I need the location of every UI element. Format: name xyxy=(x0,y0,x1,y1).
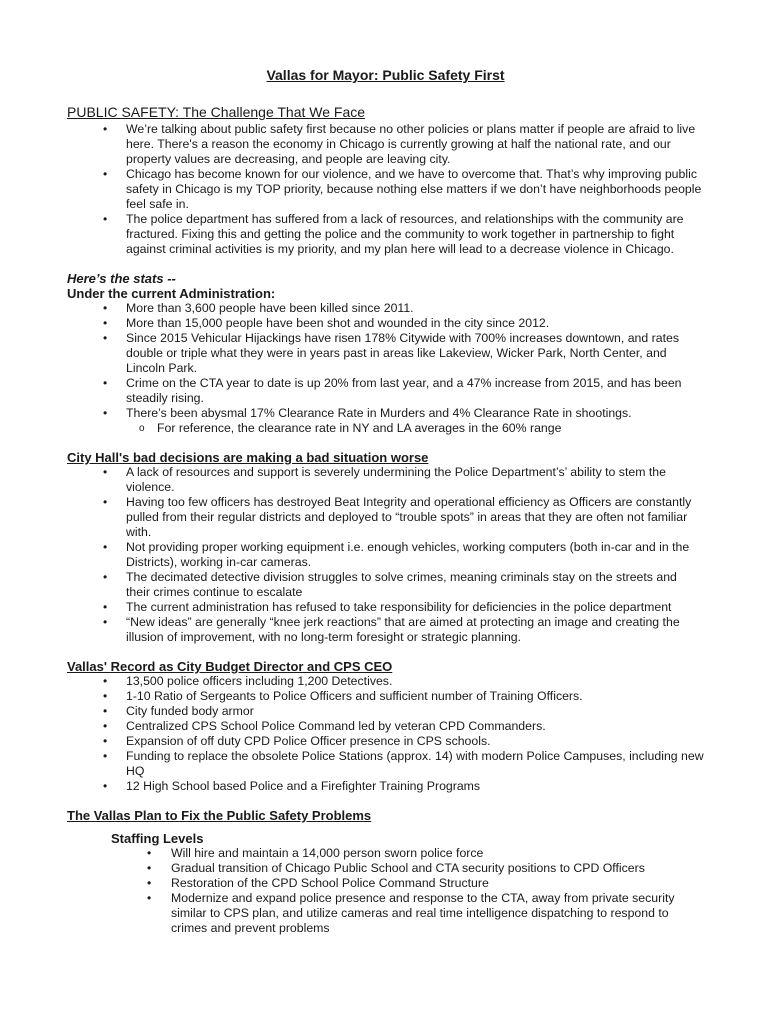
list-item: • More than 3,600 people have been killed since 2011. xyxy=(67,301,704,316)
list-item: • “New ideas” are generally “knee jerk reactions” that are aimed at protecting an image and creating the illusion of improvement, with no long-term foresight or strategic planning. xyxy=(67,615,704,645)
challenge-heading: PUBLIC SAFETY: The Challenge That We Face xyxy=(67,104,366,120)
list-item: • 1-10 Ratio of Sergeants to Police Officers and sufficient number of Training Officers. xyxy=(67,689,704,704)
list-item: • Having too few officers has destroyed Beat Integrity and operational efficiency as Officers are constantly pulled from their regular districts and deployed to “trouble spots” in areas that they are often not familiar with. xyxy=(67,495,704,540)
list-item: • Restoration of the CPD School Police Command Structure xyxy=(67,876,704,891)
list-item: • Funding to replace the obsolete Police Stations (approx. 14) with modern Police Campuses, including new HQ xyxy=(67,749,704,779)
list-item: • Modernize and expand police presence and response to the CTA, away from private security similar to CPS plan, and utilize cameras and real time intelligence dispatching to respond to crimes and prevent problems xyxy=(67,891,704,936)
list-item: • More than 15,000 people have been shot and wounded in the city since 2012. xyxy=(67,316,704,331)
list-item: • 12 High School based Police and a Firefighter Training Programs xyxy=(67,779,704,794)
staffing-list xyxy=(67,846,704,936)
list-item: • The decimated detective division struggles to solve crimes, meaning criminals stay on the streets and their crimes continue to escalate xyxy=(67,570,704,600)
list-item: • Will hire and maintain a 14,000 person sworn police force xyxy=(67,846,704,861)
list-item: • Expansion of off duty CPD Police Officer presence in CPS schools. xyxy=(67,734,704,749)
list-item: • Since 2015 Vehicular Hijackings have risen 178% Citywide with 700% increases downtown, and rates double or triple what they were in years past in areas like Lakeview, Wicker Park, North Center, and Lincoln Park. xyxy=(67,331,704,376)
staffing-heading: Staffing Levels xyxy=(111,831,204,846)
list-item: • Centralized CPS School Police Command led by veteran CPD Commanders. xyxy=(67,719,704,734)
stats-sub-list xyxy=(67,421,704,436)
list-item: • The police department has suffered from a lack of resources, and relationships with the community are fractured. Fixing this and getting the police and the community to work together in partnership to fight against criminal activities is my priority, and my plan here will lead to a decrease violence in Chicago. xyxy=(67,212,704,257)
stats-intro: Here’s the stats -- xyxy=(67,271,176,286)
cityhall-list xyxy=(67,465,704,645)
list-item: • Chicago has become known for our violence, and we have to overcome that. That’s why improving public safety in Chicago is my TOP priority, because nothing else matters if we don’t have neighborhoods people feel safe in. xyxy=(67,167,704,212)
record-heading: Vallas' Record as City Budget Director and CPS CEO xyxy=(67,659,393,674)
list-item: • Gradual transition of Chicago Public School and CTA security positions to CPD Officers xyxy=(67,861,704,876)
list-item: • City funded body armor xyxy=(67,704,704,719)
list-item: • A lack of resources and support is severely undermining the Police Department’s’ ability to stem the violence. xyxy=(67,465,704,495)
sub-list-item: o For reference, the clearance rate in NY and LA averages in the 60% range xyxy=(67,421,704,436)
list-item: • Not providing proper working equipment i.e. enough vehicles, working computers (both in-car and in the Districts), working in-car cameras. xyxy=(67,540,704,570)
document-title: Vallas for Mayor: Public Safety First xyxy=(266,67,505,83)
record-list xyxy=(67,674,704,794)
stats-subheading: Under the current Administration: xyxy=(67,286,276,301)
list-item: • Crime on the CTA year to date is up 20% from last year, and a 47% increase from 2015, and has been steadily rising. xyxy=(67,376,704,406)
list-item: • The current administration has refused to take responsibility for deficiencies in the police department xyxy=(67,600,704,615)
list-item: • We’re talking about public safety first because no other policies or plans matter if people are afraid to live here. There's a reason the economy in Chicago is currently growing at half the national rate, and our property values are decreasing, and people are leaving city. xyxy=(67,122,704,167)
cityhall-heading: City Hall's bad decisions are making a bad situation worse xyxy=(67,450,429,465)
list-item: • There’s been abysmal 17% Clearance Rate in Murders and 4% Clearance Rate in shootings. xyxy=(67,406,704,421)
stats-list xyxy=(67,301,704,421)
list-item: • 13,500 police officers including 1,200 Detectives. xyxy=(67,674,704,689)
challenge-list xyxy=(67,122,704,257)
plan-heading: The Vallas Plan to Fix the Public Safety Problems xyxy=(67,808,372,823)
